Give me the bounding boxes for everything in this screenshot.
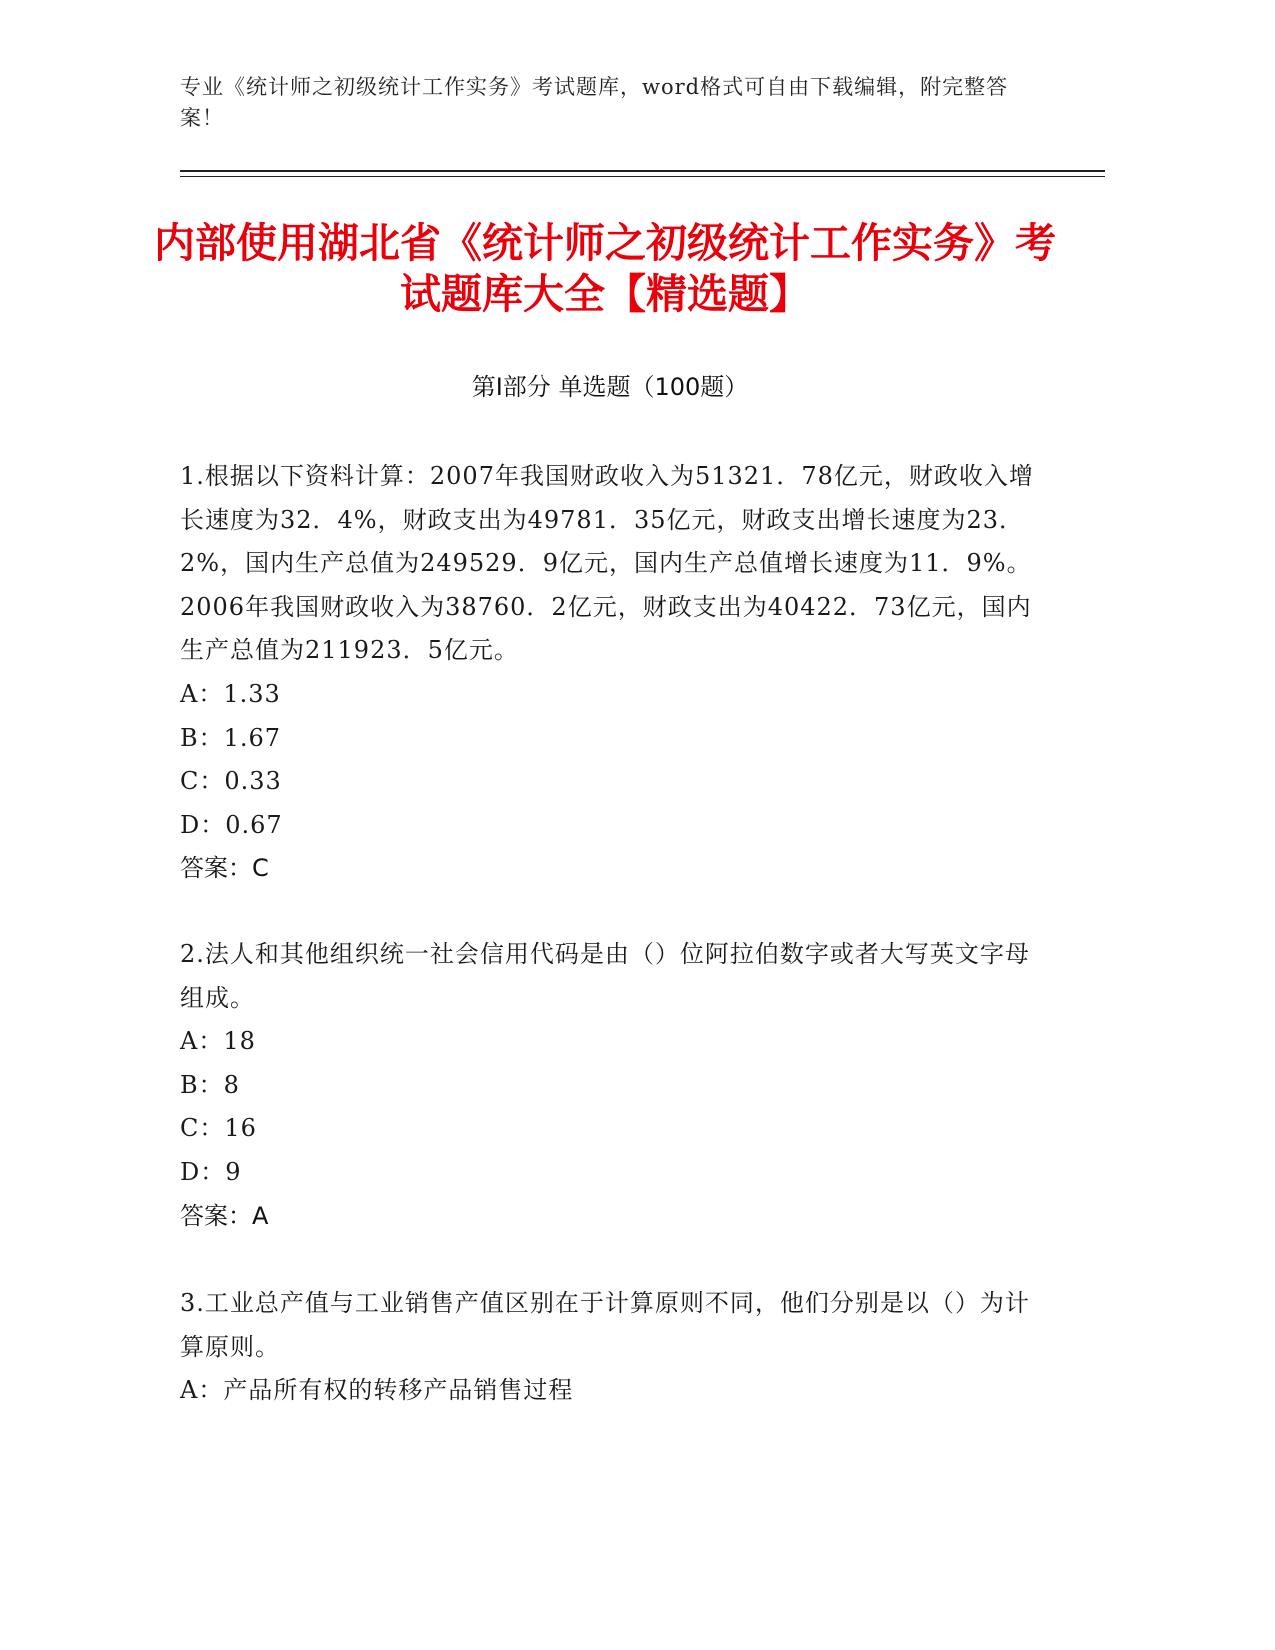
answer-line: 答案：C [180, 854, 269, 883]
document-title: 内部使用湖北省《统计师之初级统计工作实务》考试题库大全【精选题】 [154, 219, 1056, 318]
question-stem: 2.法人和其他组织统一社会信用代码是由（）位阿拉伯数字或者大写英文字母组成。 [180, 940, 1030, 1012]
option-a: A：1.33 [180, 679, 281, 708]
question-1 [180, 455, 1040, 891]
section-heading: 第Ⅰ部分 单选题（100题） [471, 373, 749, 401]
option-a: A：产品所有权的转移产品销售过程 [180, 1376, 574, 1405]
question-3 [180, 1282, 1040, 1413]
header-note: 专业《统计师之初级统计工作实务》考试题库，word格式可自由下载编辑，附完整答案！ [180, 75, 1009, 130]
option-c: C：16 [180, 1114, 257, 1143]
option-d: D：9 [180, 1157, 242, 1186]
header-divider-thin [180, 176, 1105, 177]
header-divider-thick [180, 170, 1105, 172]
option-d: D：0.67 [180, 810, 283, 839]
option-b: B：1.67 [180, 723, 282, 752]
option-c: C：0.33 [180, 767, 282, 796]
option-b: B：8 [180, 1070, 240, 1099]
question-stem: 3.工业总产值与工业销售产值区别在于计算原则不同，他们分别是以（）为计算原则。 [180, 1289, 1030, 1361]
question-stem: 1.根据以下资料计算：2007年我国财政收入为51321．78亿元，财政收入增长速度为32．4%，财政支出为49781．35亿元，财政支出增长速度为23．2%，国内生产总值为249529．9亿元，国内生产总值增长速度为11．9%。2006年我国财政收入为38760．2亿元，财政支出为40422．73亿元，国内生产总值为211923．5亿元。 [180, 462, 1034, 665]
answer-line: 答案：A [180, 1201, 269, 1230]
question-2 [180, 933, 1040, 1238]
option-a: A：18 [180, 1027, 256, 1056]
